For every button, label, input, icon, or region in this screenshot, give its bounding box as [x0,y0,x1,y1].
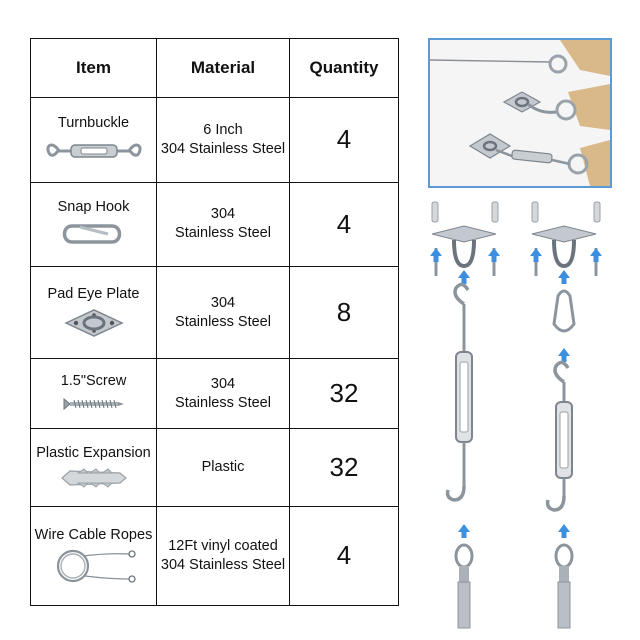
turnbuckle-icon [45,137,143,163]
quantity-cell: 8 [290,267,399,359]
material-line: 304 Stainless Steel [160,556,286,573]
material-cell [157,98,290,183]
table-row [31,267,399,359]
header-quantity: Quantity [290,39,399,98]
snap-hook-icon [62,221,126,247]
installation-photo [428,38,612,188]
table-row [31,98,399,183]
material-line: 304 [210,375,236,392]
right-assembly [530,202,602,628]
material-line: 304 Stainless Steel [160,140,286,157]
item-cell [31,359,157,429]
material-cell [157,182,290,267]
item-name: Pad Eye Plate [47,285,140,302]
material-line: Stainless Steel [175,313,271,330]
wire-cable-icon [49,549,139,583]
header-material: Material [157,39,290,98]
table-row [31,429,399,506]
material-line: Plastic [201,459,245,476]
item-cell [31,182,157,267]
assembly-diagram [424,196,620,632]
hardware-kit-table [30,38,398,606]
material-cell [157,359,290,429]
item-name: Wire Cable Ropes [34,526,153,543]
item-cell [31,267,157,359]
screw-icon [536,248,596,276]
quantity-cell: 4 [290,98,399,183]
material-line: 12Ft vinyl coated [168,537,278,554]
item-cell [31,429,157,506]
material-cell [157,429,290,506]
item-name: Turnbuckle [57,114,130,131]
item-cell [31,506,157,605]
quantity-cell: 32 [290,359,399,429]
table-row [31,182,399,267]
item-cell [31,98,157,183]
turnbuckle-icon [448,284,472,500]
turnbuckle-icon [548,362,572,510]
plastic-expansion-icon [432,202,498,222]
item-name: Snap Hook [57,199,130,216]
wire-cable-icon [556,545,572,628]
item-name: Plastic Expansion [36,444,151,461]
material-line: 304 [210,294,236,311]
material-line: Stainless Steel [175,225,271,242]
quantity-cell: 32 [290,429,399,506]
screw-icon [62,395,126,413]
table-header-row [31,39,399,98]
item-name: 1.5"Screw [60,372,127,389]
quantity-cell: 4 [290,506,399,605]
table-row [31,359,399,429]
material-cell [157,267,290,359]
pad-eye-plate-icon [532,226,596,266]
plastic-expansion-icon [532,202,600,222]
material-line: 6 Inch [203,121,243,138]
quantity-cell: 4 [290,182,399,267]
plastic-expansion-icon [60,467,128,489]
wire-cable-icon [456,545,472,628]
pad-eye-plate-icon [432,226,496,266]
material-line: 304 [210,206,236,223]
material-line: Stainless Steel [175,394,271,411]
material-cell [157,506,290,605]
pad-eye-plate-icon [62,308,126,338]
left-assembly [430,202,500,628]
snap-hook-icon [554,291,574,331]
table-row [31,506,399,605]
installation-illustration [430,40,610,186]
header-item: Item [31,39,157,98]
